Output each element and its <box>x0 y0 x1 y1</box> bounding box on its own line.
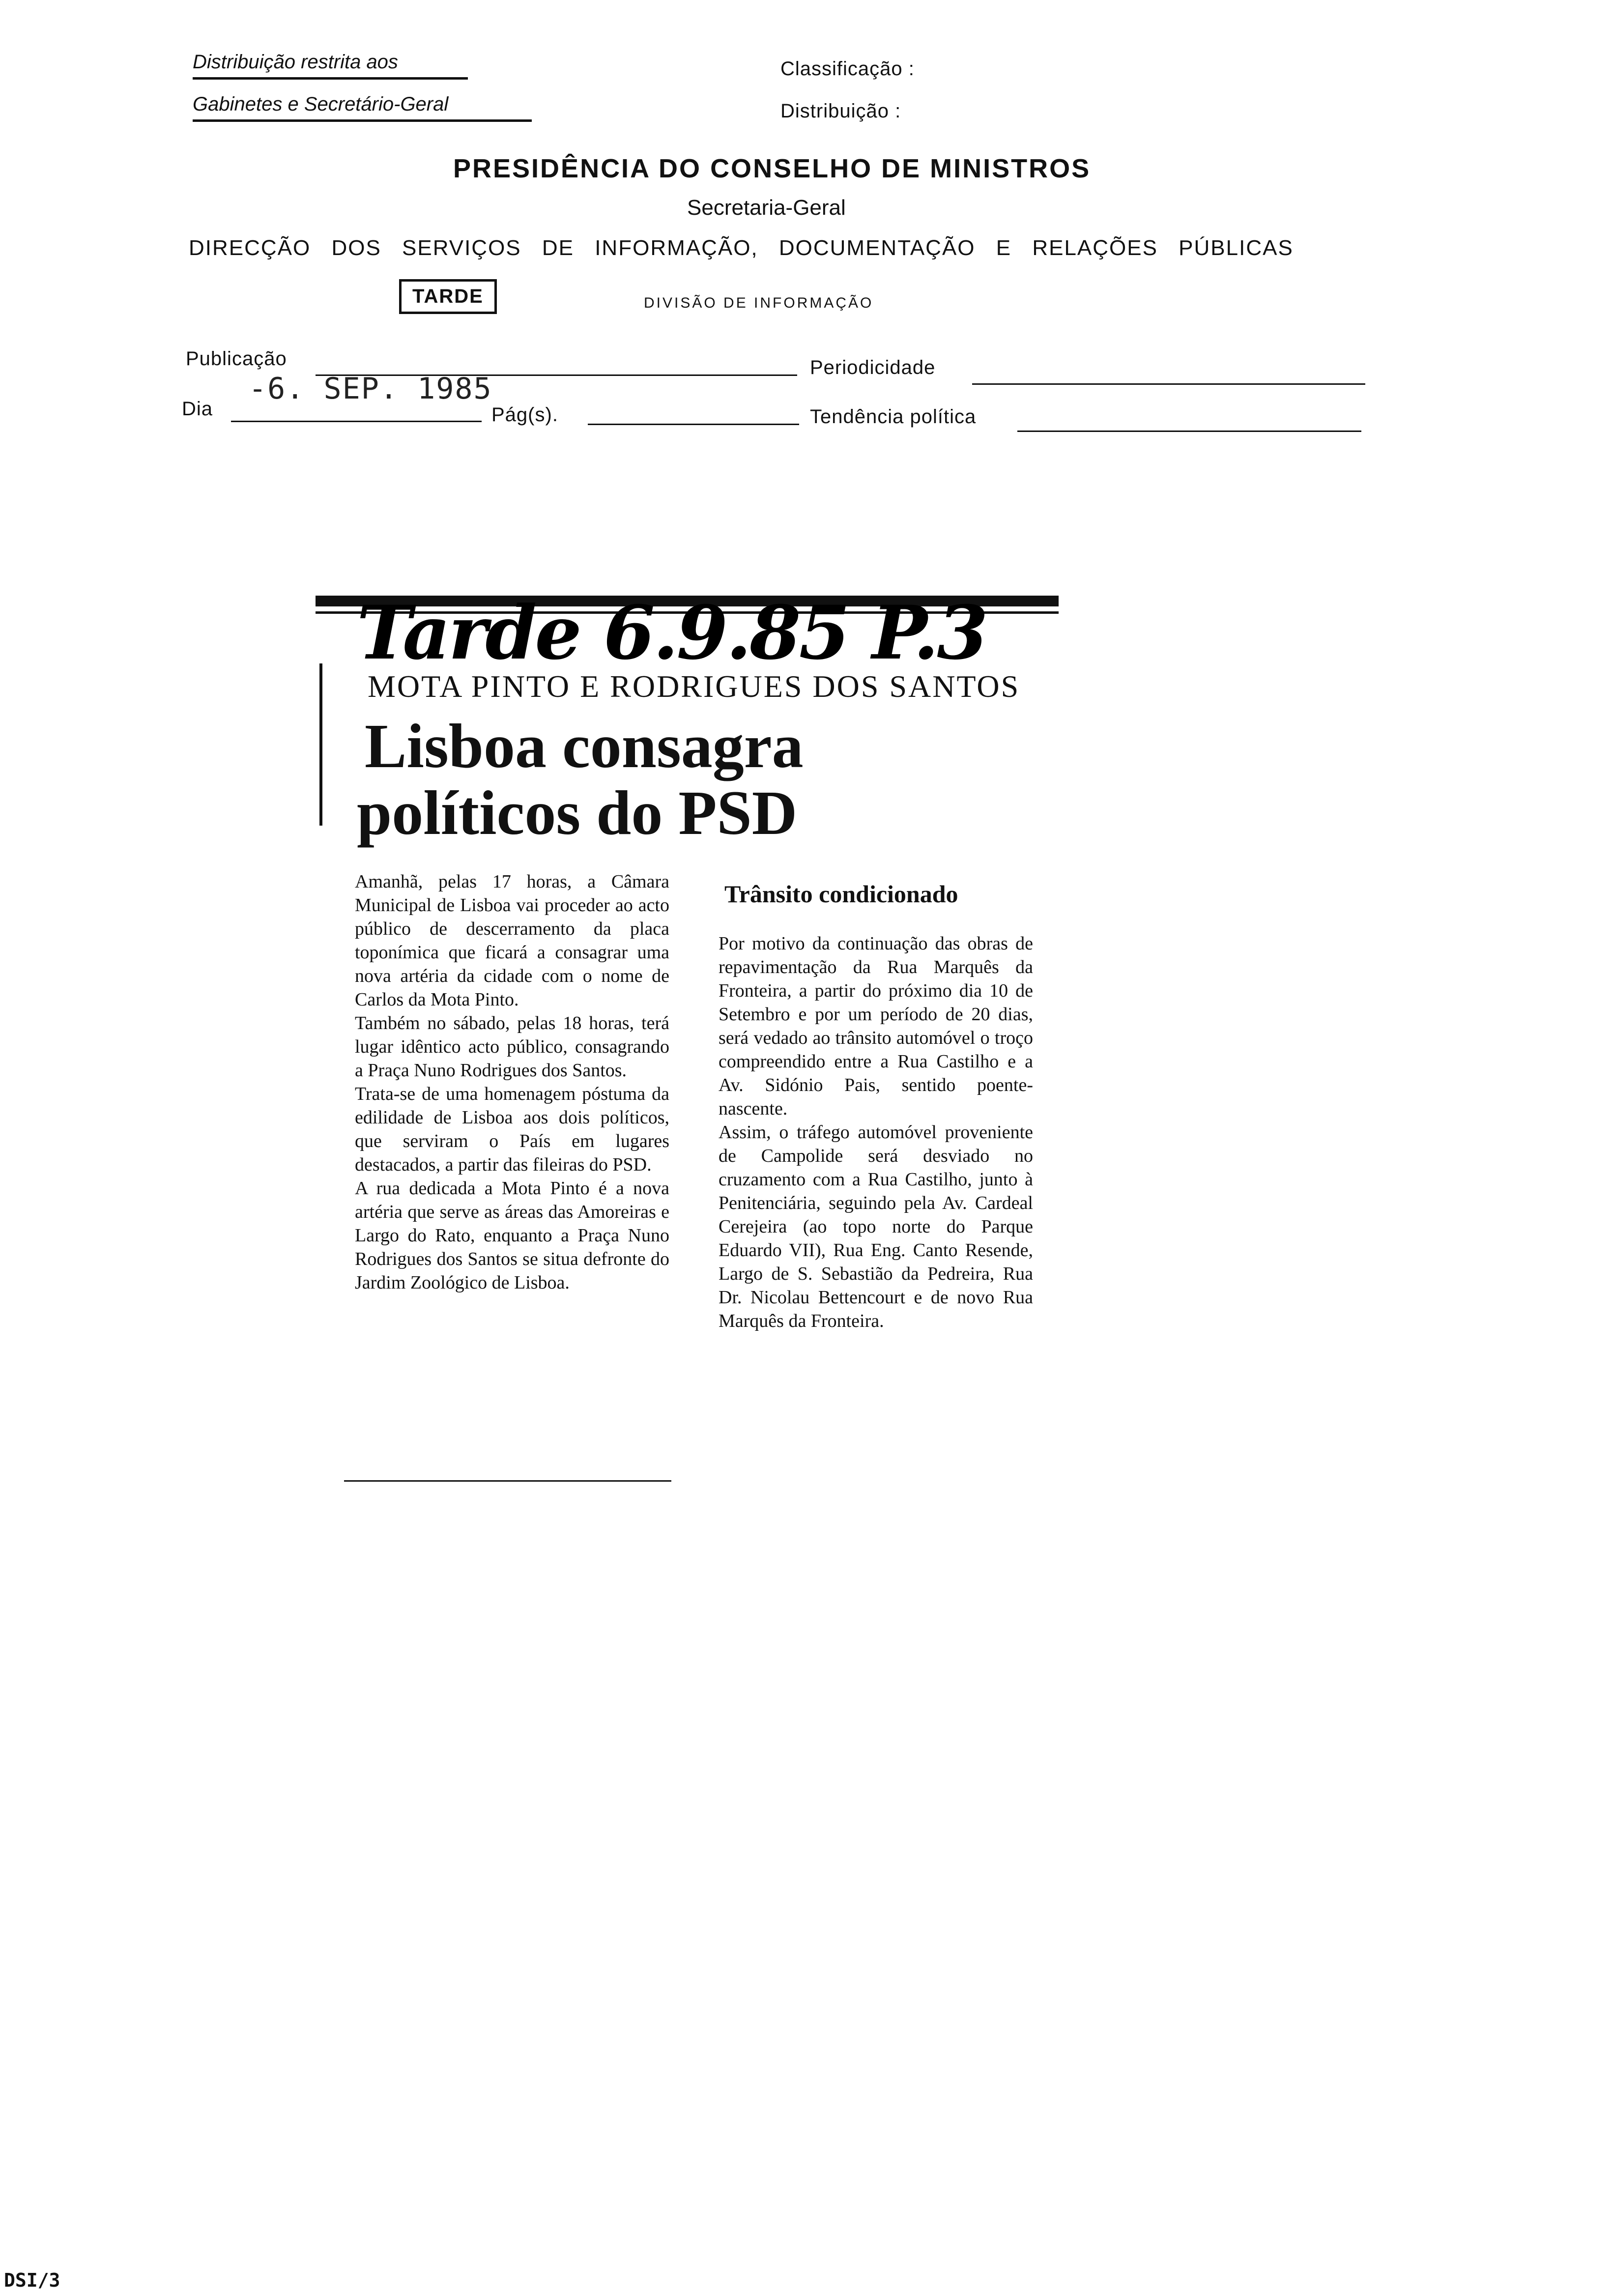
publication-label: Publicação <box>186 348 287 370</box>
divider <box>193 119 532 122</box>
day-label: Dia <box>182 398 213 420</box>
distribution-recipients-line <box>193 93 532 122</box>
pages-label: Pág(s). <box>491 404 558 426</box>
publication-stamp-box <box>399 279 497 314</box>
publication-stamp-text: TARDE <box>412 286 484 307</box>
headline-line-1: Lisboa consagra <box>365 711 804 781</box>
article-kicker: MOTA PINTO E RODRIGUES DOS SANTOS <box>368 669 1020 704</box>
pages-field-line <box>588 424 799 425</box>
distribution-line-2: Gabinetes e Secretário-Geral <box>193 93 449 115</box>
tendency-field-line <box>1017 430 1361 432</box>
document-code: DSI/3 <box>4 2269 60 2291</box>
right-column-heading: Trânsito condicionado <box>724 880 958 908</box>
directorate-line: DIRECÇÃO DOS SERVIÇOS DE INFORMAÇÃO, DOCUMENTAÇÃO E RELAÇÕES PÚBLICAS <box>189 236 1294 260</box>
right-column-text: Por motivo da continuação das obras de repavimentação da Rua Marquês da Fronteira, a partir do próximo dia 10 de Setembro e por um período de 20 dias, será vedado ao trânsito automóvel o troço compreendido entre a Rua Castilho e a Av. Sidónio Pais, sentido poente-nascente. Assim, o tráfego automóvel proveniente de Campolide será desviado no cruzamento com a Rua Castilho, junto à Penitenciária, seguindo pela Av. Cardeal Cerejeira (ao topo norte do Parque Eduardo VII), Rua Eng. Canto Resende, Largo de S. Sebastião da Pedreira, Rua Dr. Nicolau Bettencourt e de novo Rua Marquês da Fronteira. <box>719 933 1033 1331</box>
headline-line-2: políticos do PSD <box>357 778 798 848</box>
distribution-line-1: Distribuição restrita aos <box>193 51 398 73</box>
document-title: PRESIDÊNCIA DO CONSELHO DE MINISTROS <box>453 154 1091 183</box>
left-column-end-rule <box>344 1480 671 1482</box>
left-column-text: Amanhã, pelas 17 horas, a Câmara Municipal de Lisboa vai proceder ao acto público de descerramento da placa toponímica que ficará a consagrar uma nova artéria da cidade com o nome de Carlos da Mota Pinto. Também no sábado, pelas 18 horas, terá lugar idêntico acto público, consagrando a Praça Nuno Rodrigues dos Santos. Trata-se de uma homenagem póstuma da edilidade de Lisboa aos dois políticos, que serviram o País em lugares destacados, a partir das fileiras do PSD. A rua dedicada a Mota Pinto é a nova artéria que serve as áreas das Amoreiras e Largo do Rato, enquanto a Praça Nuno Rodrigues dos Santos se situa defronte do Jardim Zoológico de Lisboa. <box>355 871 669 1293</box>
distribution-restricted-line <box>193 51 468 80</box>
document-subtitle: Secretaria-Geral <box>687 196 846 220</box>
publication-stamp <box>399 279 497 314</box>
handwritten-note: Tarde 6.9.85 P.3 <box>357 590 986 676</box>
clipping-left-edge <box>319 663 322 826</box>
date-stamp: -6. SEP. 1985 <box>249 372 492 406</box>
classification-label: Classificação : <box>780 58 915 80</box>
periodicity-field-line <box>972 383 1365 385</box>
distribution-label: Distribuição : <box>780 100 901 122</box>
day-field-line <box>231 421 482 422</box>
tendency-label: Tendência política <box>810 406 977 428</box>
division-label: DIVISÃO DE INFORMAÇÃO <box>644 295 874 311</box>
divider <box>193 77 468 80</box>
periodicity-label: Periodicidade <box>810 357 936 378</box>
